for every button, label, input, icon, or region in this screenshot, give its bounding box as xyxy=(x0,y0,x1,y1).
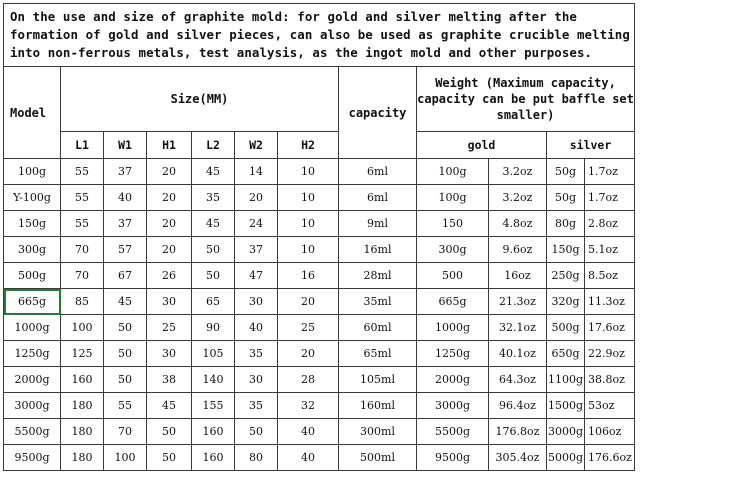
w2-cell[interactable]: 30 xyxy=(235,289,278,315)
l1-cell[interactable]: 180 xyxy=(61,419,104,445)
capacity-cell[interactable]: 160ml xyxy=(339,393,417,419)
gold-ounces-cell[interactable]: 21.3oz xyxy=(489,289,547,315)
silver-grams-cell[interactable]: 500g xyxy=(547,315,585,341)
l1-cell[interactable]: 85 xyxy=(61,289,104,315)
capacity-cell[interactable]: 35ml xyxy=(339,289,417,315)
h1-cell[interactable]: 50 xyxy=(147,445,192,471)
l1-cell[interactable]: 70 xyxy=(61,263,104,289)
l2-cell[interactable]: 140 xyxy=(192,367,235,393)
model-cell[interactable]: 1000g xyxy=(4,315,61,341)
w1-cell[interactable]: 50 xyxy=(104,341,147,367)
h2-cell[interactable]: 28 xyxy=(278,367,339,393)
header-weight[interactable]: Weight (Maximum capacity, capacity can be put baffle set smaller) xyxy=(417,67,635,132)
model-cell[interactable]: 5500g xyxy=(4,419,61,445)
model-cell[interactable]: 100g xyxy=(4,159,61,185)
header-l2[interactable]: L2 xyxy=(192,132,235,159)
h1-cell[interactable]: 30 xyxy=(147,341,192,367)
l2-cell[interactable]: 50 xyxy=(192,263,235,289)
l1-cell[interactable]: 180 xyxy=(61,393,104,419)
h2-cell[interactable]: 10 xyxy=(278,237,339,263)
h1-cell[interactable]: 20 xyxy=(147,185,192,211)
w2-cell[interactable]: 50 xyxy=(235,419,278,445)
l1-cell[interactable]: 70 xyxy=(61,237,104,263)
h2-cell[interactable]: 10 xyxy=(278,211,339,237)
l1-cell[interactable]: 55 xyxy=(61,159,104,185)
w1-cell[interactable]: 37 xyxy=(104,159,147,185)
gold-grams-cell[interactable]: 100g xyxy=(417,185,489,211)
header-silver[interactable]: silver xyxy=(547,132,635,159)
gold-grams-cell[interactable]: 1250g xyxy=(417,341,489,367)
gold-ounces-cell[interactable]: 9.6oz xyxy=(489,237,547,263)
h1-cell[interactable]: 20 xyxy=(147,211,192,237)
model-cell[interactable]: 1250g xyxy=(4,341,61,367)
table-row xyxy=(4,315,635,341)
gold-grams-cell[interactable]: 1000g xyxy=(417,315,489,341)
h2-cell[interactable]: 16 xyxy=(278,263,339,289)
table-row xyxy=(4,367,635,393)
silver-grams-cell[interactable]: 1500g xyxy=(547,393,585,419)
l2-cell[interactable]: 160 xyxy=(192,419,235,445)
capacity-cell[interactable]: 65ml xyxy=(339,341,417,367)
h1-cell[interactable]: 20 xyxy=(147,237,192,263)
model-cell[interactable]: 9500g xyxy=(4,445,61,471)
silver-ounces-cell[interactable]: 38.8oz xyxy=(585,367,635,393)
h2-cell[interactable]: 10 xyxy=(278,185,339,211)
gold-grams-cell[interactable]: 3000g xyxy=(417,393,489,419)
model-cell[interactable]: 2000g xyxy=(4,367,61,393)
gold-ounces-cell[interactable]: 16oz xyxy=(489,263,547,289)
l2-cell[interactable]: 90 xyxy=(192,315,235,341)
silver-grams-cell[interactable]: 320g xyxy=(547,289,585,315)
w2-cell[interactable]: 35 xyxy=(235,341,278,367)
w1-cell[interactable]: 57 xyxy=(104,237,147,263)
gold-ounces-cell[interactable]: 305.4oz xyxy=(489,445,547,471)
w1-cell[interactable]: 67 xyxy=(104,263,147,289)
l1-cell[interactable]: 125 xyxy=(61,341,104,367)
model-cell[interactable]: 665g xyxy=(4,289,61,315)
w2-cell[interactable]: 80 xyxy=(235,445,278,471)
h2-cell[interactable]: 20 xyxy=(278,289,339,315)
gold-grams-cell[interactable]: 500 xyxy=(417,263,489,289)
capacity-cell[interactable]: 9ml xyxy=(339,211,417,237)
gold-ounces-cell[interactable]: 40.1oz xyxy=(489,341,547,367)
h2-cell[interactable]: 32 xyxy=(278,393,339,419)
silver-ounces-cell[interactable]: 2.8oz xyxy=(585,211,635,237)
capacity-cell[interactable]: 6ml xyxy=(339,159,417,185)
h1-cell[interactable]: 45 xyxy=(147,393,192,419)
h1-cell[interactable]: 50 xyxy=(147,419,192,445)
silver-grams-cell[interactable]: 250g xyxy=(547,263,585,289)
header-w2[interactable]: W2 xyxy=(235,132,278,159)
model-cell[interactable]: 500g xyxy=(4,263,61,289)
w1-cell[interactable]: 37 xyxy=(104,211,147,237)
l2-cell[interactable]: 45 xyxy=(192,211,235,237)
h1-cell[interactable]: 26 xyxy=(147,263,192,289)
header-w1[interactable]: W1 xyxy=(104,132,147,159)
gold-grams-cell[interactable]: 150 xyxy=(417,211,489,237)
header-h2[interactable]: H2 xyxy=(278,132,339,159)
table-row xyxy=(4,419,635,445)
l2-cell[interactable]: 50 xyxy=(192,237,235,263)
gold-ounces-cell[interactable]: 32.1oz xyxy=(489,315,547,341)
l1-cell[interactable]: 55 xyxy=(61,185,104,211)
gold-ounces-cell[interactable]: 96.4oz xyxy=(489,393,547,419)
gold-grams-cell[interactable]: 2000g xyxy=(417,367,489,393)
l1-cell[interactable]: 180 xyxy=(61,445,104,471)
table-row xyxy=(4,185,635,211)
table-row xyxy=(4,237,635,263)
w2-cell[interactable]: 47 xyxy=(235,263,278,289)
gold-ounces-cell[interactable]: 3.2oz xyxy=(489,185,547,211)
header-gold[interactable]: gold xyxy=(417,132,547,159)
l2-cell[interactable]: 65 xyxy=(192,289,235,315)
capacity-cell[interactable]: 105ml xyxy=(339,367,417,393)
w2-cell[interactable]: 20 xyxy=(235,185,278,211)
silver-grams-cell[interactable]: 1100g xyxy=(547,367,585,393)
silver-grams-cell[interactable]: 50g xyxy=(547,159,585,185)
w2-cell[interactable]: 14 xyxy=(235,159,278,185)
table-row xyxy=(4,211,635,237)
capacity-cell[interactable]: 16ml xyxy=(339,237,417,263)
capacity-cell[interactable]: 28ml xyxy=(339,263,417,289)
l2-cell[interactable]: 45 xyxy=(192,159,235,185)
h2-cell[interactable]: 25 xyxy=(278,315,339,341)
silver-grams-cell[interactable]: 650g xyxy=(547,341,585,367)
capacity-cell[interactable]: 60ml xyxy=(339,315,417,341)
table-row xyxy=(4,341,635,367)
silver-ounces-cell[interactable]: 53oz xyxy=(585,393,635,419)
gold-grams-cell[interactable]: 100g xyxy=(417,159,489,185)
model-cell[interactable]: Y-100g xyxy=(4,185,61,211)
silver-ounces-cell[interactable]: 1.7oz xyxy=(585,159,635,185)
w2-cell[interactable]: 40 xyxy=(235,315,278,341)
model-cell[interactable]: 150g xyxy=(4,211,61,237)
silver-ounces-cell[interactable]: 106oz xyxy=(585,419,635,445)
silver-grams-cell[interactable]: 150g xyxy=(547,237,585,263)
silver-ounces-cell[interactable]: 17.6oz xyxy=(585,315,635,341)
gold-ounces-cell[interactable]: 3.2oz xyxy=(489,159,547,185)
gold-grams-cell[interactable]: 5500g xyxy=(417,419,489,445)
w1-cell[interactable]: 55 xyxy=(104,393,147,419)
header-model[interactable]: Model xyxy=(4,67,61,159)
capacity-cell[interactable]: 300ml xyxy=(339,419,417,445)
l2-cell[interactable]: 35 xyxy=(192,185,235,211)
graphite-mold-table xyxy=(3,3,635,471)
w2-cell[interactable]: 35 xyxy=(235,393,278,419)
h1-cell[interactable]: 38 xyxy=(147,367,192,393)
intro-text-cell[interactable]: On the use and size of graphite mold: for gold and silver melting after the formation of gold and silver pieces, can also be used as graphite crucible melting into non-ferrous metals, test analysis, as the ingot mold and other purposes. xyxy=(4,4,635,67)
gold-grams-cell[interactable]: 300g xyxy=(417,237,489,263)
silver-ounces-cell[interactable]: 1.7oz xyxy=(585,185,635,211)
gold-grams-cell[interactable]: 665g xyxy=(417,289,489,315)
w1-cell[interactable]: 40 xyxy=(104,185,147,211)
h2-cell[interactable]: 20 xyxy=(278,341,339,367)
w2-cell[interactable]: 37 xyxy=(235,237,278,263)
w1-cell[interactable]: 45 xyxy=(104,289,147,315)
gold-ounces-cell[interactable]: 176.8oz xyxy=(489,419,547,445)
silver-ounces-cell[interactable]: 11.3oz xyxy=(585,289,635,315)
l2-cell[interactable]: 160 xyxy=(192,445,235,471)
h1-cell[interactable]: 30 xyxy=(147,289,192,315)
w1-cell[interactable]: 100 xyxy=(104,445,147,471)
capacity-cell[interactable]: 500ml xyxy=(339,445,417,471)
w2-cell[interactable]: 24 xyxy=(235,211,278,237)
gold-ounces-cell[interactable]: 64.3oz xyxy=(489,367,547,393)
table-row xyxy=(4,263,635,289)
table-row xyxy=(4,393,635,419)
model-cell[interactable]: 3000g xyxy=(4,393,61,419)
h2-cell[interactable]: 40 xyxy=(278,419,339,445)
w1-cell[interactable]: 50 xyxy=(104,315,147,341)
silver-grams-cell[interactable]: 80g xyxy=(547,211,585,237)
silver-ounces-cell[interactable]: 5.1oz xyxy=(585,237,635,263)
w1-cell[interactable]: 50 xyxy=(104,367,147,393)
l2-cell[interactable]: 155 xyxy=(192,393,235,419)
capacity-cell[interactable]: 6ml xyxy=(339,185,417,211)
model-cell[interactable]: 300g xyxy=(4,237,61,263)
silver-grams-cell[interactable]: 3000g xyxy=(547,419,585,445)
silver-ounces-cell[interactable]: 176.6oz xyxy=(585,445,635,471)
header-capacity[interactable]: capacity xyxy=(339,67,417,159)
w1-cell[interactable]: 70 xyxy=(104,419,147,445)
header-h1[interactable]: H1 xyxy=(147,132,192,159)
gold-grams-cell[interactable]: 9500g xyxy=(417,445,489,471)
h1-cell[interactable]: 25 xyxy=(147,315,192,341)
silver-ounces-cell[interactable]: 22.9oz xyxy=(585,341,635,367)
gold-ounces-cell[interactable]: 4.8oz xyxy=(489,211,547,237)
table-row xyxy=(4,445,635,471)
w2-cell[interactable]: 30 xyxy=(235,367,278,393)
table-row xyxy=(4,289,635,315)
header-l1[interactable]: L1 xyxy=(61,132,104,159)
silver-ounces-cell[interactable]: 8.5oz xyxy=(585,263,635,289)
header-size[interactable]: Size(MM) xyxy=(61,67,339,132)
silver-grams-cell[interactable]: 5000g xyxy=(547,445,585,471)
l2-cell[interactable]: 105 xyxy=(192,341,235,367)
silver-grams-cell[interactable]: 50g xyxy=(547,185,585,211)
l1-cell[interactable]: 100 xyxy=(61,315,104,341)
l1-cell[interactable]: 160 xyxy=(61,367,104,393)
h2-cell[interactable]: 10 xyxy=(278,159,339,185)
h1-cell[interactable]: 20 xyxy=(147,159,192,185)
table-row xyxy=(4,159,635,185)
h2-cell[interactable]: 40 xyxy=(278,445,339,471)
l1-cell[interactable]: 55 xyxy=(61,211,104,237)
